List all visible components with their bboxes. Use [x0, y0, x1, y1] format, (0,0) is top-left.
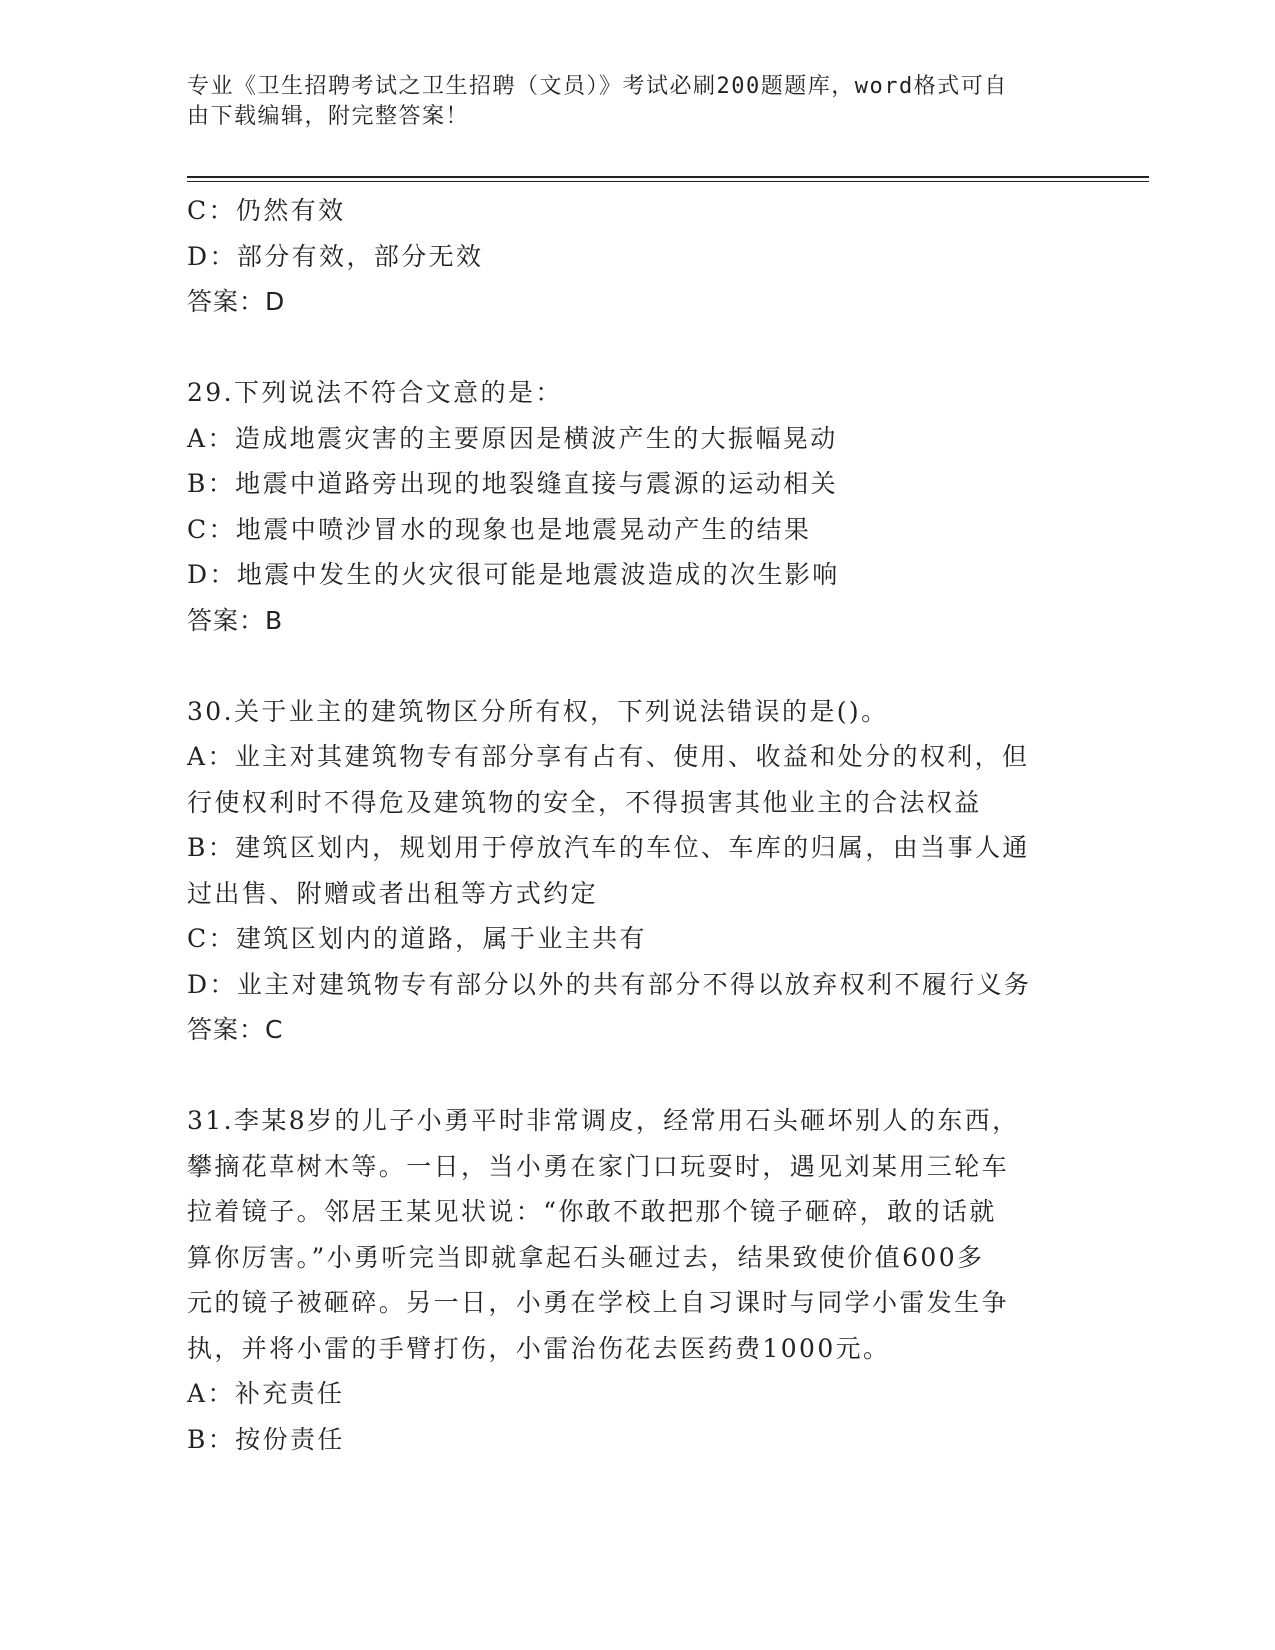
header-divider-thin [187, 181, 1149, 182]
option-d: D：地震中发生的火灾很可能是地震波造成的次生影响 [187, 560, 840, 589]
option-b: B：地震中道路旁出现的地裂缝直接与震源的运动相关 [187, 469, 838, 498]
question-28-tail [187, 188, 1087, 325]
spacer [187, 1053, 1087, 1099]
question-stem-line: 执，并将小雷的手臂打伤，小雷治伤花去医药费1000元。 [187, 1333, 891, 1363]
option-b-continued: 过出售、附赠或者出租等方式约定 [187, 878, 599, 908]
spacer [187, 643, 1087, 689]
question-stem-line: 算你厉害。”小勇听完当即就拿起石头砸过去，结果致使价值600多 [187, 1242, 985, 1272]
question-30 [187, 689, 1087, 1053]
option-a: A：补充责任 [187, 1379, 345, 1408]
question-31 [187, 1098, 1087, 1462]
header-line-2: 由下载编辑，附完整答案！ [187, 104, 470, 129]
option-c: C：仍然有效 [187, 196, 346, 225]
question-stem: 30.关于业主的建筑物区分所有权，下列说法错误的是()。 [187, 696, 889, 726]
question-stem-line: 攀摘花草树木等。一日，当小勇在家门口玩耍时，遇见刘某用三轮车 [187, 1151, 1010, 1181]
option-c: C：地震中喷沙冒水的现象也是地震晃动产生的结果 [187, 514, 812, 544]
option-a: A：业主对其建筑物专有部分享有占有、使用、收益和处分的权利，但 [187, 742, 1030, 771]
answer-line: 答案：B [187, 605, 284, 635]
header-divider [187, 176, 1149, 178]
answer-line: 答案：D [187, 287, 286, 316]
answer-line: 答案：C [187, 1015, 284, 1044]
question-stem-line: 拉着镜子。邻居王某见状说：“你敢不敢把那个镜子砸碎，敢的话就 [187, 1197, 997, 1226]
option-a-continued: 行使权利时不得危及建筑物的安全，不得损害其他业主的合法权益 [187, 787, 982, 817]
question-stem-line: 31.李某8岁的儿子小勇平时非常调皮，经常用石头砸坏别人的东西， [187, 1106, 1020, 1135]
header-line-1: 专业《卫生招聘考试之卫生招聘（文员）》考试必刷200题题库，word格式可自 [187, 74, 1008, 99]
option-d: D：业主对建筑物专有部分以外的共有部分不得以放弃权利不履行义务 [187, 969, 1032, 999]
spacer [187, 325, 1087, 371]
option-b: B：按份责任 [187, 1424, 345, 1454]
question-content [187, 188, 1087, 1462]
question-stem-line: 元的镜子被砸碎。另一日，小勇在学校上自习课时与同学小雷发生争 [187, 1288, 1010, 1317]
option-d: D：部分有效，部分无效 [187, 241, 484, 271]
option-b: B：建筑区划内，规划用于停放汽车的车位、车库的归属，由当事人通 [187, 833, 1030, 862]
question-stem: 29.下列说法不符合文意的是： [187, 378, 563, 407]
option-a: A：造成地震灾害的主要原因是横波产生的大振幅晃动 [187, 423, 838, 453]
question-29 [187, 370, 1087, 643]
option-c: C：建筑区划内的道路，属于业主共有 [187, 924, 647, 953]
page-header [187, 72, 1087, 132]
